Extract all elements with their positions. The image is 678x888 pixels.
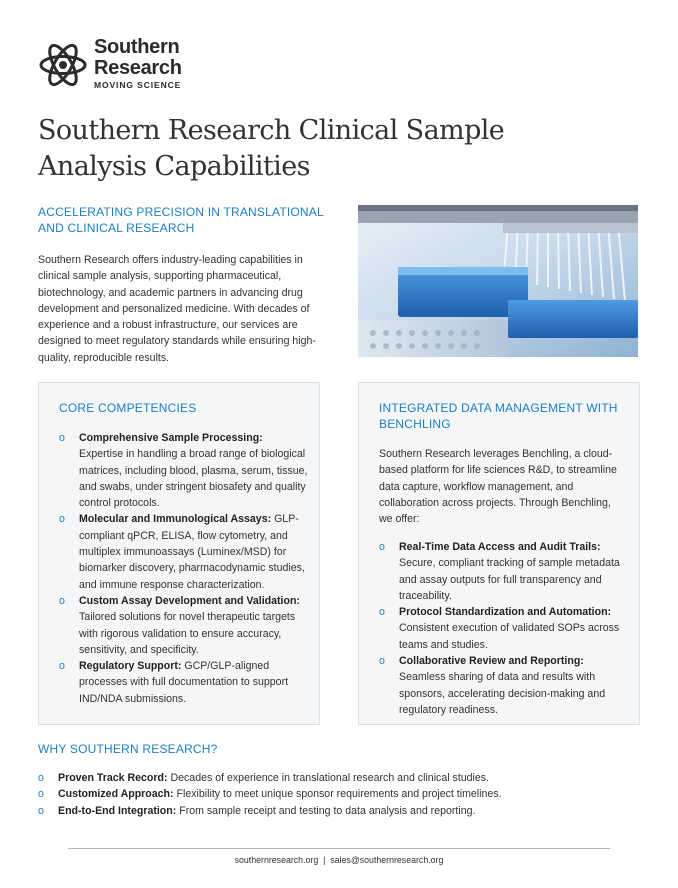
data-management-heading: INTEGRATED DATA MANAGEMENT WITH BENCHLING <box>379 401 618 431</box>
logo-tagline: MOVING SCIENCE <box>94 80 182 90</box>
item-text: GCP/GLP-aligned processes with full documentation to support IND/NDA submissions. <box>79 660 289 705</box>
list-item <box>38 770 638 786</box>
item-text: From sample receipt and testing to data analysis and reporting. <box>176 804 476 817</box>
why-list <box>38 770 638 819</box>
logo-line2: Research <box>94 57 182 79</box>
item-title: Comprehensive Sample Processing: <box>79 432 263 444</box>
item-text: Seamless sharing of data and results with sponsors, accelerating decision-making and regulatory readiness. <box>399 671 606 716</box>
bullet-marker: o <box>379 541 385 553</box>
item-text: Decades of experience in translational research and clinical studies. <box>167 772 490 784</box>
list-item <box>38 803 638 819</box>
item-title: Collaborative Review and Reporting: <box>399 655 584 668</box>
page-title: Southern Research Clinical Sample Analysis Capabilities <box>38 115 505 182</box>
item-title: Customized Approach: <box>58 788 174 801</box>
item-title: Protocol Standardization and Automation: <box>399 606 612 619</box>
bullet-marker: o <box>38 772 44 784</box>
item-text: GLP-compliant qPCR, ELISA, flow cytometry, and multiplex immunoassays (Luminex/MSD) for biomarker discovery, pharmacodynamic studies, and immune response characterization. <box>79 513 305 591</box>
item-text: Tailored solutions for novel therapeutic targets with rigorous validation to ensure accuracy, sensitivity, and specificity. <box>79 611 296 656</box>
bullet-marker: o <box>59 432 65 444</box>
item-title: Real-Time Data Access and Audit Trails: <box>399 541 601 553</box>
bullet-marker: o <box>59 513 65 526</box>
bullet-marker: o <box>59 594 65 607</box>
footer-divider <box>68 848 610 849</box>
list-item <box>379 539 629 604</box>
item-title: Custom Assay Development and Validation: <box>79 594 300 607</box>
core-competencies-list <box>59 430 309 707</box>
why-heading: WHY SOUTHERN RESEARCH? <box>38 742 218 756</box>
list-item <box>59 658 309 707</box>
list-item <box>59 593 309 658</box>
item-title: End-to-End Integration: <box>58 804 177 817</box>
bullet-marker: o <box>379 606 385 619</box>
bullet-marker: o <box>379 655 385 668</box>
list-item <box>59 511 309 592</box>
item-title: Proven Track Record: <box>58 772 168 784</box>
data-management-intro: Southern Research leverages Benchling, a cloud-based platform for life sciences R&D, to streamline data capture, workflow management, and collaboration across projects. Through Benchling, we offer: <box>379 448 617 526</box>
list-item <box>59 430 309 511</box>
footer-contact: southernresearch.org | sales@southernresearch.org <box>234 855 444 865</box>
logo-line1: Southern <box>94 36 180 58</box>
lab-pipette-photo <box>358 205 638 357</box>
item-text: Consistent execution of validated SOPs across teams and studies. <box>399 622 620 651</box>
list-item <box>379 653 629 718</box>
item-title: Regulatory Support: <box>79 660 182 673</box>
intro-paragraph: Southern Research offers industry-leading capabilities in clinical sample analysis, supporting pharmaceutical, biotechnology, and academic partners in advancing drug development and personalized medicine. With decades of experience and a robust infrastructure, our services are designed to meet regulatory standards while ensuring high-quality, reproducible results. <box>38 254 316 364</box>
item-title: Molecular and Immunological Assays: <box>79 513 272 526</box>
core-competencies-box <box>38 382 320 725</box>
data-management-list <box>379 539 629 718</box>
section-subheading: ACCELERATING PRECISION IN TRANSLATIONAL AND CLINICAL RESEARCH <box>38 205 324 235</box>
core-competencies-heading: CORE COMPETENCIES <box>59 401 197 415</box>
list-item <box>379 604 629 653</box>
logo <box>38 36 198 92</box>
item-text: Expertise in handling a broad range of biological matrices, including blood, plasma, serum, tissue, and swabs, under stringent biosafety and quality control protocols. <box>79 448 308 510</box>
bullet-marker: o <box>59 660 65 673</box>
list-item <box>38 786 638 802</box>
bullet-marker: o <box>38 788 44 801</box>
data-management-box <box>358 382 640 725</box>
item-text: Secure, compliant tracking of sample metadata and assay outputs for full transparency and traceability. <box>399 557 620 602</box>
bullet-marker: o <box>38 804 44 817</box>
atom-icon <box>38 40 88 90</box>
item-text: Flexibility to meet unique sponsor requirements and project timelines. <box>173 788 502 801</box>
